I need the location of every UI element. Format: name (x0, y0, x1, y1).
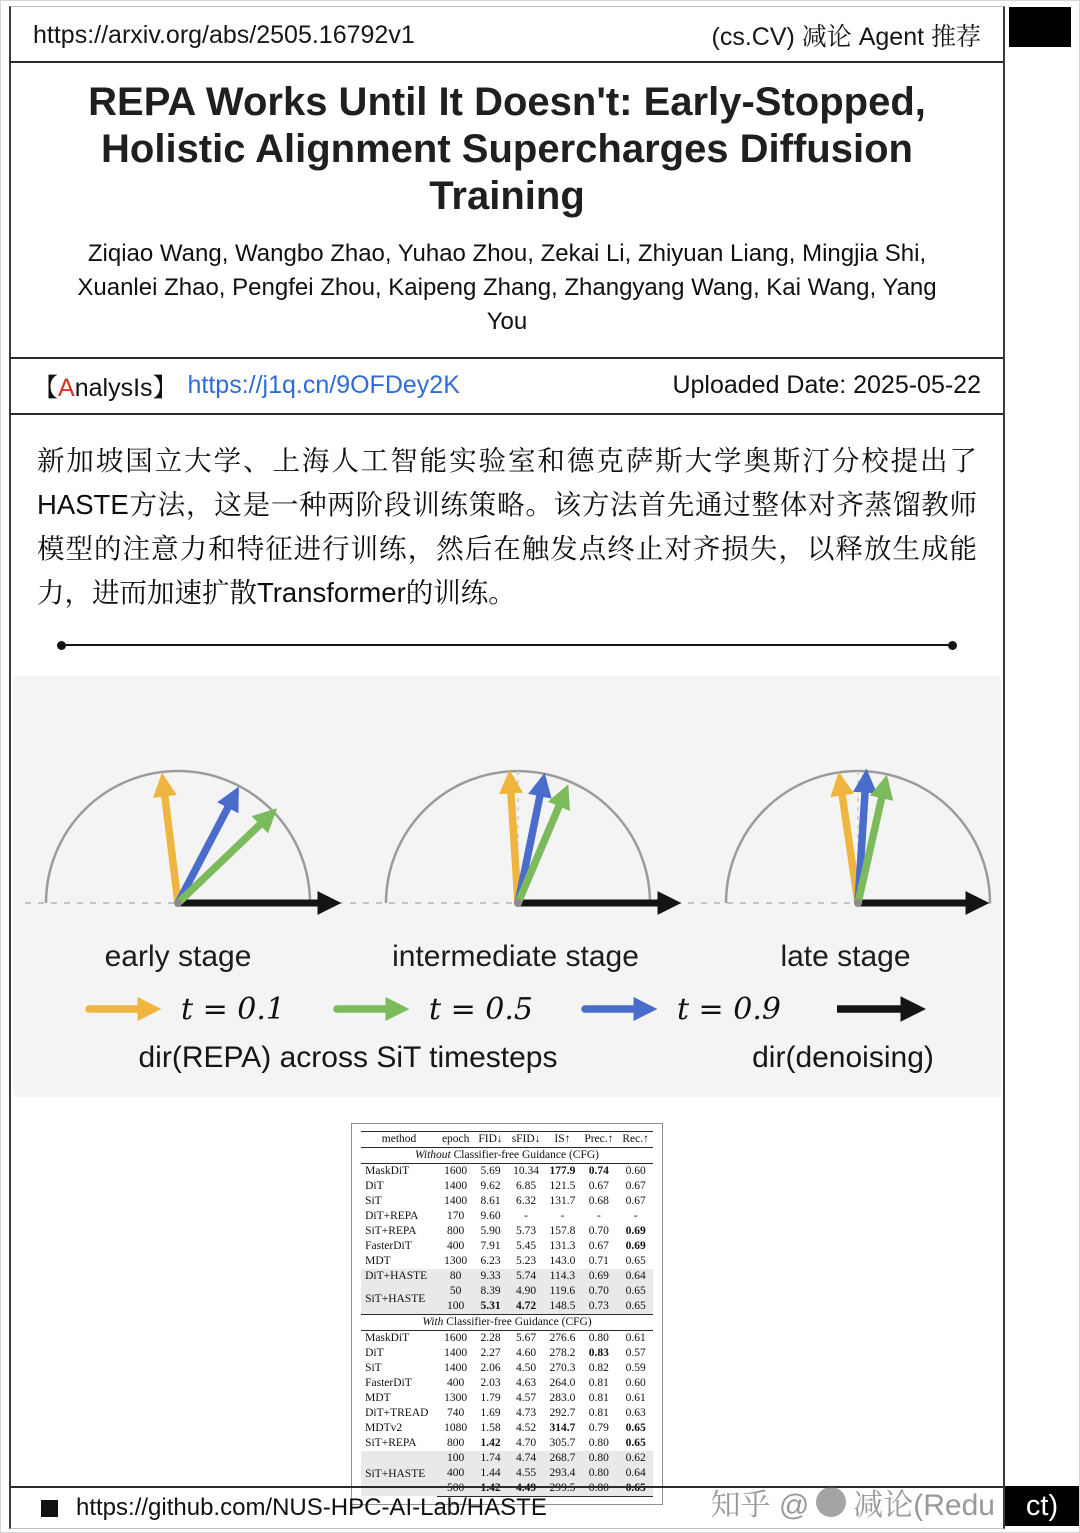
value-cell: 1300 (444, 1392, 468, 1405)
value-cell: 2.27 (480, 1347, 501, 1360)
value-cell: - (633, 1210, 638, 1223)
method-cell: SiT (365, 1362, 382, 1375)
value-cell: 5.45 (516, 1240, 537, 1253)
value-cell: 264.0 (549, 1377, 576, 1390)
method-cell: SiT+REPA (365, 1437, 417, 1450)
value-cell: 0.67 (588, 1240, 609, 1253)
value-cell: 0.80 (588, 1437, 609, 1450)
caption-denoising: dir(denoising) (752, 1040, 934, 1074)
value-cell: 157.8 (549, 1225, 576, 1238)
value-cell: 4.70 (516, 1437, 537, 1450)
column-header-epoch: epoch (437, 1131, 473, 1147)
value-cell: 1.42 (480, 1437, 501, 1450)
table-row (361, 1209, 654, 1224)
column-header-is: IS↑ (545, 1131, 580, 1147)
value-cell: 1400 (444, 1195, 468, 1208)
value-cell: 0.59 (625, 1362, 646, 1375)
value-cell: 1400 (444, 1347, 468, 1360)
value-cell: - (524, 1210, 528, 1223)
repa-arrow-t09 (178, 794, 235, 903)
black-square-icon (41, 1500, 58, 1517)
github-link[interactable]: https://github.com/NUS-HPC-AI-Lab/HASTE (76, 1494, 547, 1521)
value-cell: 0.70 (588, 1225, 609, 1238)
table-row (361, 1224, 654, 1239)
value-cell: 0.65 (618, 1481, 654, 1497)
value-cell: 0.65 (625, 1437, 646, 1450)
value-cell: 4.55 (516, 1467, 537, 1480)
origin-dot (854, 899, 862, 907)
stage-diagram (13, 706, 1003, 936)
value-cell: 1400 (444, 1362, 468, 1375)
black-arrow-icon (833, 995, 945, 1023)
value-cell: 5.74 (516, 1270, 537, 1283)
value-cell: 4.50 (516, 1362, 537, 1375)
watermark-name: 减论(Redu (853, 1489, 995, 1522)
figure-legend (13, 992, 1003, 1027)
value-cell: 1.69 (480, 1407, 501, 1420)
analysis-label: 【AnalysIs】 (33, 373, 178, 402)
value-cell: 5.69 (480, 1165, 501, 1178)
value-cell: 131.7 (549, 1195, 576, 1208)
table-row (361, 1239, 654, 1254)
value-cell: 268.7 (549, 1452, 576, 1465)
value-cell: 0.70 (588, 1285, 609, 1298)
legend-item-t05 (333, 992, 533, 1027)
repa-arrow-t01 (840, 780, 858, 903)
analysis-left (33, 368, 460, 404)
legend-label: t = 0.5 (428, 991, 533, 1027)
intermediate-stage-group (386, 771, 673, 907)
value-cell: 278.2 (549, 1347, 576, 1360)
value-cell: 4.90 (516, 1285, 537, 1298)
value-cell: 0.69 (625, 1225, 646, 1238)
value-cell: 500 (437, 1481, 473, 1497)
table-row (361, 1451, 654, 1466)
legend-label: t = 0.9 (676, 991, 781, 1027)
caption-repa: dir(REPA) across SiT timesteps (138, 1040, 558, 1074)
method-cell: SiT (365, 1195, 382, 1208)
value-cell: 1.79 (480, 1392, 501, 1405)
late-stage-group (726, 771, 990, 907)
value-cell: 0.60 (625, 1377, 646, 1390)
stage-label-early: early stage (104, 939, 252, 973)
value-cell: 299.5 (545, 1481, 580, 1497)
value-cell: 121.5 (549, 1180, 576, 1193)
column-header-prec: Prec.↑ (580, 1131, 618, 1147)
value-cell: 0.68 (588, 1195, 609, 1208)
watermark-logo-icon (816, 1487, 846, 1517)
value-cell: 0.74 (588, 1165, 609, 1178)
value-cell: 170 (447, 1210, 465, 1223)
analysis-accent-letter: A (58, 373, 75, 402)
table-section-label: With Classifier-free Guidance (CFG) (361, 1314, 654, 1330)
table-section-label: Without Classifier-free Guidance (CFG) (361, 1147, 654, 1163)
value-cell: 800 (447, 1225, 465, 1238)
table-row (361, 1163, 654, 1179)
value-cell: 4.60 (516, 1347, 537, 1360)
legend-item-t01 (85, 992, 285, 1027)
value-cell: 0.67 (625, 1195, 646, 1208)
value-cell: 0.83 (588, 1347, 609, 1360)
divider-line (66, 644, 948, 646)
summary-text: 新加坡国立大学、上海人工智能实验室和德克萨斯大学奥斯汀分校提出了HASTE方法，这是一种两阶段训练策略。该方法首先通过整体对齐蒸馏教师模型的注意力和特征进行训练，然后在触发点终止对齐损失，以释放生成能力，进而加速扩散Transformer的训练。 (37, 444, 977, 608)
value-cell: 0.62 (625, 1452, 646, 1465)
stage-diagram-svg (13, 706, 1003, 931)
method-cell: MaskDiT (365, 1332, 410, 1345)
figure-panel (13, 676, 1001, 1097)
value-cell: 0.73 (588, 1300, 609, 1313)
method-cell: DiT+TREAD (365, 1407, 429, 1420)
arxiv-url: https://arxiv.org/abs/2505.16792v1 (33, 20, 415, 49)
value-cell: 5.90 (480, 1225, 501, 1238)
value-cell: 0.69 (588, 1270, 609, 1283)
value-cell: 10.34 (513, 1165, 539, 1178)
value-cell: 9.62 (480, 1180, 501, 1193)
value-cell: - (560, 1210, 565, 1223)
legend-item-t09 (581, 992, 781, 1027)
value-cell: 0.80 (588, 1452, 609, 1465)
table-row (361, 1421, 654, 1436)
value-cell: 1.44 (480, 1467, 501, 1480)
early-stage-group (46, 771, 333, 907)
value-cell: 119.6 (549, 1285, 576, 1298)
table-row (361, 1269, 654, 1284)
value-cell: 293.4 (549, 1467, 576, 1480)
divider-dot-right (948, 641, 957, 650)
results-table-box (351, 1123, 664, 1505)
repa-arrow-t05 (518, 792, 565, 903)
value-cell: 4.52 (516, 1422, 537, 1435)
column-header-sfid: sFID↓ (507, 1131, 545, 1147)
method-cell: MaskDiT (365, 1165, 410, 1178)
value-cell: 4.73 (516, 1407, 537, 1420)
value-cell: 1600 (444, 1165, 468, 1178)
value-cell: 177.9 (549, 1165, 576, 1178)
value-cell: 9.60 (480, 1210, 501, 1223)
value-cell: 80 (449, 1270, 462, 1283)
value-cell: 5.23 (516, 1255, 537, 1268)
watermark-tail: ct) (1025, 1489, 1059, 1522)
green-arrow-icon (333, 996, 425, 1022)
value-cell: 100 (447, 1300, 465, 1313)
value-cell: 114.3 (549, 1270, 576, 1283)
value-cell: 4.49 (507, 1481, 545, 1497)
value-cell: 276.6 (549, 1332, 576, 1345)
repa-arrow-t01 (163, 781, 178, 903)
value-cell: 50 (449, 1285, 462, 1298)
value-cell: 4.72 (516, 1300, 537, 1313)
value-cell: 5.31 (480, 1300, 501, 1313)
value-cell: 6.85 (516, 1180, 537, 1193)
value-cell: 305.7 (549, 1437, 576, 1450)
value-cell: 5.73 (516, 1225, 537, 1238)
yellow-arrow-icon (85, 996, 177, 1022)
analysis-link[interactable]: https://j1q.cn/9OFDey2K (187, 371, 460, 400)
method-cell: MDT (365, 1392, 391, 1405)
value-cell: 1080 (444, 1422, 468, 1435)
results-table (361, 1131, 654, 1497)
table-row (361, 1346, 654, 1361)
table-row (361, 1194, 654, 1209)
value-cell: - (596, 1210, 601, 1223)
value-cell: 1.74 (480, 1452, 501, 1465)
table-row (361, 1284, 654, 1299)
value-cell: 2.28 (480, 1332, 501, 1345)
value-cell: 400 (447, 1377, 465, 1390)
table-section-row (361, 1314, 654, 1330)
method-cell: SiT+HASTE (365, 1467, 426, 1480)
legend-item-denoising (833, 995, 945, 1023)
value-cell: 0.80 (580, 1481, 618, 1497)
table-row (361, 1361, 654, 1376)
stage-label-late: late stage (780, 939, 911, 973)
watermark (710, 1480, 995, 1524)
category-tag: (cs.CV) 减论 Agent 推荐 (711, 23, 981, 51)
table-row (361, 1179, 654, 1194)
top-right-black-box (1009, 7, 1071, 47)
value-cell: 6.32 (516, 1195, 537, 1208)
value-cell: 1.58 (480, 1422, 501, 1435)
method-cell: SiT+REPA (365, 1225, 417, 1238)
value-cell: 1300 (444, 1255, 468, 1268)
value-cell: 143.0 (549, 1255, 576, 1268)
origin-dot (174, 899, 182, 907)
value-cell: 6.23 (480, 1255, 501, 1268)
method-cell: MDT (365, 1255, 391, 1268)
value-cell: 0.63 (625, 1407, 646, 1420)
value-cell: 0.61 (625, 1392, 646, 1405)
blue-arrow-icon (581, 996, 673, 1022)
value-cell: 0.82 (588, 1362, 609, 1375)
value-cell: 0.71 (588, 1255, 609, 1268)
value-cell: 148.5 (549, 1300, 576, 1313)
value-cell: 0.81 (588, 1392, 609, 1405)
paper-title: REPA Works Until It Doesn't: Early-Stopped, Holistic Alignment Supercharges Diffusion Training (88, 80, 926, 219)
value-cell: 0.65 (625, 1255, 646, 1268)
method-cell: MDTv2 (365, 1422, 403, 1435)
value-cell: 7.91 (480, 1240, 501, 1253)
value-cell: 0.81 (588, 1377, 609, 1390)
method-cell: FasterDiT (365, 1240, 412, 1253)
value-cell: 5.67 (516, 1332, 537, 1345)
method-cell: DiT+HASTE (365, 1270, 428, 1283)
value-cell: 800 (447, 1437, 465, 1450)
value-cell: 283.0 (549, 1392, 576, 1405)
value-cell: 131.3 (549, 1240, 576, 1253)
method-cell: DiT+REPA (365, 1210, 419, 1223)
value-cell: 0.64 (625, 1270, 646, 1283)
value-cell: 0.69 (625, 1240, 646, 1253)
results-table-wrap (11, 1123, 1003, 1505)
repa-arrow-t01 (510, 778, 518, 903)
value-cell: 0.79 (588, 1422, 609, 1435)
section-divider (57, 641, 957, 650)
value-cell: 1600 (444, 1332, 468, 1345)
value-cell: 0.67 (625, 1180, 646, 1193)
value-cell: 292.7 (549, 1407, 576, 1420)
top-bar (11, 7, 1003, 63)
value-cell: 0.67 (588, 1180, 609, 1193)
value-cell: 0.65 (625, 1422, 646, 1435)
value-cell: 270.3 (549, 1362, 576, 1375)
divider-dot-left (57, 641, 66, 650)
value-cell: 8.39 (480, 1285, 501, 1298)
method-cell: DiT (365, 1347, 384, 1360)
value-cell: 0.65 (625, 1285, 646, 1298)
table-row (361, 1436, 654, 1451)
value-cell: 0.61 (625, 1332, 646, 1345)
value-cell: 100 (447, 1452, 465, 1465)
table-header-row (361, 1131, 654, 1147)
value-cell: 9.33 (480, 1270, 501, 1283)
value-cell: 4.63 (516, 1377, 537, 1390)
method-cell: DiT (365, 1180, 384, 1193)
stage-label-intermediate: intermediate stage (392, 939, 639, 973)
author-list: Ziqiao Wang, Wangbo Zhao, Yuhao Zhou, Zekai Li, Zhiyuan Liang, Mingjia Shi, Xuanlei Zhao, Pengfei Zhou, Kaipeng Zhang, Zhangyang Wang, Kai Wang, Yang You (77, 239, 937, 335)
stage-labels (13, 940, 1003, 974)
value-cell: 314.7 (549, 1422, 576, 1435)
value-cell: 400 (447, 1467, 465, 1480)
value-cell: 400 (447, 1240, 465, 1253)
repa-arrow-t05 (178, 814, 271, 903)
value-cell: 0.57 (625, 1347, 646, 1360)
table-row (361, 1391, 654, 1406)
column-header-fid: FID↓ (474, 1131, 507, 1147)
value-cell: 4.57 (516, 1392, 537, 1405)
value-cell: 2.03 (480, 1377, 501, 1390)
origin-dot (514, 899, 522, 907)
value-cell: 0.80 (588, 1332, 609, 1345)
value-cell: 4.74 (516, 1452, 537, 1465)
value-cell: 0.60 (625, 1165, 646, 1178)
value-cell: 740 (447, 1407, 465, 1420)
table-row (361, 1254, 654, 1269)
watermark-prefix: 知乎 @ (710, 1489, 810, 1522)
method-cell: FasterDiT (365, 1377, 412, 1390)
column-header-rec: Rec.↑ (618, 1131, 654, 1147)
analysis-bar (11, 357, 1003, 415)
value-cell: 2.06 (480, 1362, 501, 1375)
bottom-right-black-box (1005, 1486, 1079, 1526)
value-cell: 0.80 (588, 1467, 609, 1480)
value-cell: 0.65 (625, 1300, 646, 1313)
uploaded-date: Uploaded Date: 2025-05-22 (672, 371, 981, 400)
value-cell: 0.81 (588, 1407, 609, 1420)
table-row (361, 1406, 654, 1421)
table-row (361, 1376, 654, 1391)
value-cell: 1.42 (474, 1481, 507, 1497)
method-cell: SiT+HASTE (365, 1292, 426, 1305)
paper-card (9, 6, 1005, 1529)
column-header-method: method (361, 1131, 438, 1147)
value-cell: 8.61 (480, 1195, 501, 1208)
table-row (361, 1330, 654, 1346)
value-cell: 0.64 (625, 1467, 646, 1480)
table-section-row (361, 1147, 654, 1163)
value-cell: 1400 (444, 1180, 468, 1193)
figure-captions (13, 1041, 1003, 1075)
legend-label: t = 0.1 (181, 991, 285, 1027)
